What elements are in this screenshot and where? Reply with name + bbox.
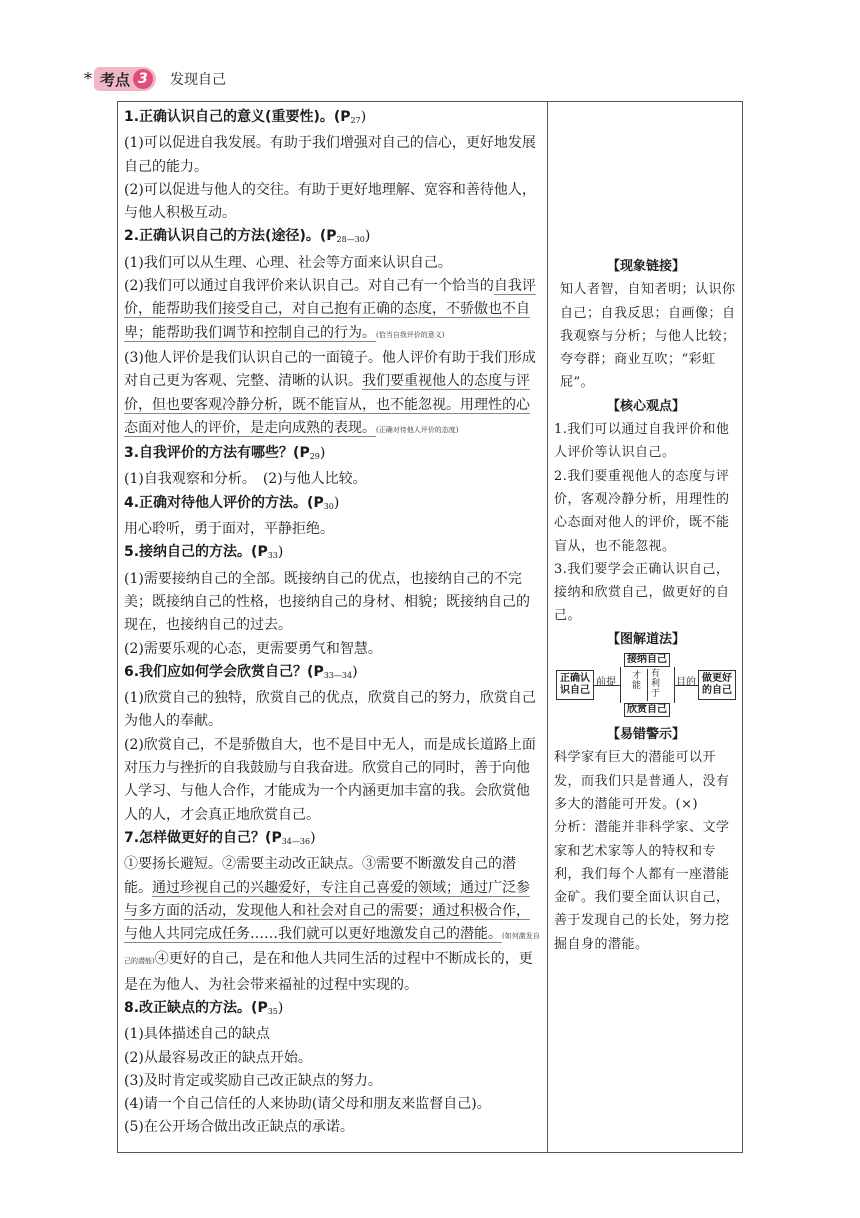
diagram-label-purpose: 目的 <box>676 677 696 689</box>
margin-note: (如何激发自己的潜能) <box>124 932 540 966</box>
heading-4: 4.正确对待他人评价的方法。$(P_{30})$ <box>124 494 340 511</box>
warning-analysis: 分析：潜能并非科学家、文学家和艺术家等人的特权和专利，我们每个人都有一座潜能金矿。我们要全面认识自己，善于发现自己的长处，努力挖掘自身的潜能。 <box>554 820 730 952</box>
right-column <box>552 102 740 956</box>
diagram-box-appreciate-self: 欣赏自己 <box>624 703 670 717</box>
paragraph: (2)我们可以通过自我评价来认识自己。对自己有一个恰当的自我评价，能帮助我们接受自己，对自己抱有正确的态度，不骄傲也不自卑；能帮助我们调节和控制自己的行为。(恰当自我评价的意义) <box>124 278 536 341</box>
paragraph: (1)我们可以从生理、心理、社会等方面来认识自己。 <box>124 254 452 271</box>
phenomenon-text: 知人者智，自知者明；认识你自己；自我反思；自画像；自我观察与分析；与他人比较；夸夸群；商业互吹；“彩虹屁”。 <box>560 282 736 391</box>
diagram-label-premise: 前提 <box>596 677 616 689</box>
star-mark: * <box>84 69 92 88</box>
paragraph: (1)需要接纳自己的全部。既接纳自己的优点，也接纳自己的不完美；既接纳自己的性格，也接纳自己的身材、相貌；既接纳自己的现在，也接纳自己的过去。 <box>124 570 530 634</box>
section-header <box>84 64 226 94</box>
paragraph: (5)在公开场合做出改正缺点的承诺。 <box>124 1119 354 1136</box>
concept-diagram <box>552 653 740 723</box>
core-view-heading: 【核心观点】 <box>606 398 685 414</box>
paragraph: (2)需要乐观的心态，更需要勇气和智慧。 <box>124 640 382 657</box>
heading-8: 8.改正缺点的方法。$(P_{35})$ <box>124 999 284 1016</box>
diagram-label-enable: 才能 <box>632 671 642 692</box>
badge-number: 3 <box>133 69 153 89</box>
paragraph: (3)他人评价是我们认识自己的一面镜子。他人评价有助于我们形成对自己更为客观、完整、清晰的认识。我们要重视他人的态度与评价，但也要客观冷静分析，既不能盲从，也不能忽视。用理性的心态面对他人的评价，是走向成熟的表现。(正确对待他人评价的态度) <box>124 349 536 436</box>
diagram-box-know-self: 正确认识自己 <box>556 670 594 700</box>
content-table <box>117 101 743 1153</box>
paragraph: (1)欣赏自己的独特，欣赏自己的优点，欣赏自己的努力，欣赏自己为他人的奉献。 <box>124 690 536 730</box>
paragraph: (2)可以促进与他人的交往。有助于更好地理解、宽容和善待他人，与他人积极互动。 <box>124 181 536 222</box>
diagram-box-better-self: 做更好的自己 <box>698 670 736 700</box>
column-divider <box>547 102 548 1152</box>
core-view-3: 3.我们要学会正确认识自己，接纳和欣赏自己，做更好的自己。 <box>554 561 730 624</box>
paragraph: (3)及时肯定或奖励自己改正缺点的努力。 <box>124 1072 382 1089</box>
heading-5: 5.接纳自己的方法。$(P_{33})$ <box>124 544 284 561</box>
heading-1: 1.正确认识自己的意义(重要性)。$(P_{27})$ <box>124 109 367 125</box>
section-title: 发现自己 <box>170 72 227 88</box>
left-column <box>124 106 541 1140</box>
paragraph: ①要扬长避短。②需要主动改正缺点。③需要不断激发自己的潜能。通过珍视自己的兴趣爱好，专注自己喜爱的领域；通过广泛参与多方面的活动，发现他人和社会对自己的需要；通过积极合作，与他人共同完成任务……我们就可以更好地激发自己的潜能。(如何激发自己的潜能)④更好的自己，是在和他人共同生活的过程中不断成长的，更是在为他人、为社会带来福祉的过程中实现的。 <box>124 856 540 993</box>
margin-note: (正确对待他人评价的态度) <box>376 425 459 434</box>
badge-label: 考点 <box>100 70 131 89</box>
diagram-heading: 【图解道法】 <box>606 631 685 647</box>
paragraph: (1)具体描述自己的缺点 <box>124 1026 270 1043</box>
core-view-1: 1.我们可以通过自我评价和他人评价等认识自己。 <box>554 422 730 461</box>
paragraph: (1)可以促进自我发展。有助于我们增强对自己的信心，更好地发展自己的能力。 <box>124 135 536 175</box>
heading-3: 3.自我评价的方法有哪些？$(P_{29})$ <box>124 445 326 462</box>
diagram-label-beneficial: 有利于 <box>651 669 661 700</box>
warning-statement: 科学家有巨大的潜能可以开发，而我们只是普通人，没有多大的潜能可开发。(×) <box>554 750 730 812</box>
paragraph: 用心聆听，勇于面对，平静拒绝。 <box>124 521 334 538</box>
diagram-arrow <box>647 669 648 701</box>
paragraph: (4)请一个自己信任的人来协助(请父母和朋友来监督自己)。 <box>124 1096 491 1113</box>
core-view-2: 2.我们要重视他人的态度与评价，客观冷静分析，用理性的心态面对他人的评价，既不能盲从，也不能忽视。 <box>554 468 730 554</box>
warning-heading: 【易错警示】 <box>606 727 685 743</box>
paragraph: (2)从最容易改正的缺点开始。 <box>124 1049 312 1066</box>
phenomenon-heading: 【现象链接】 <box>606 259 685 274</box>
kaodian-badge <box>94 67 156 91</box>
margin-note: (恰当自我评价的意义) <box>376 330 445 339</box>
paragraph: (1)自我观察和分析。 (2)与他人比较。 <box>124 471 367 488</box>
heading-6: 6.我们应如何学会欣赏自己？$(P_{33—34})$ <box>124 663 358 680</box>
paragraph: (2)欣赏自己，不是骄傲自大，也不是目中无人，而是成长道路上面对压力与挫折的自我鼓励与自我奋进。欣赏自己的同时，善于向他人学习、与他人合作，才能成为一个内涵更加丰富的我。会欣赏他人的人，才会真正地欣赏自己。 <box>124 736 536 823</box>
diagram-box-accept-self: 接纳自己 <box>624 653 670 667</box>
heading-2: 2.正确认识自己的方法(途径)。$(P_{28—30})$ <box>124 228 371 245</box>
heading-7: 7.怎样做更好的自己？$(P_{34—36})$ <box>124 829 316 846</box>
diagram-connector <box>620 667 621 703</box>
